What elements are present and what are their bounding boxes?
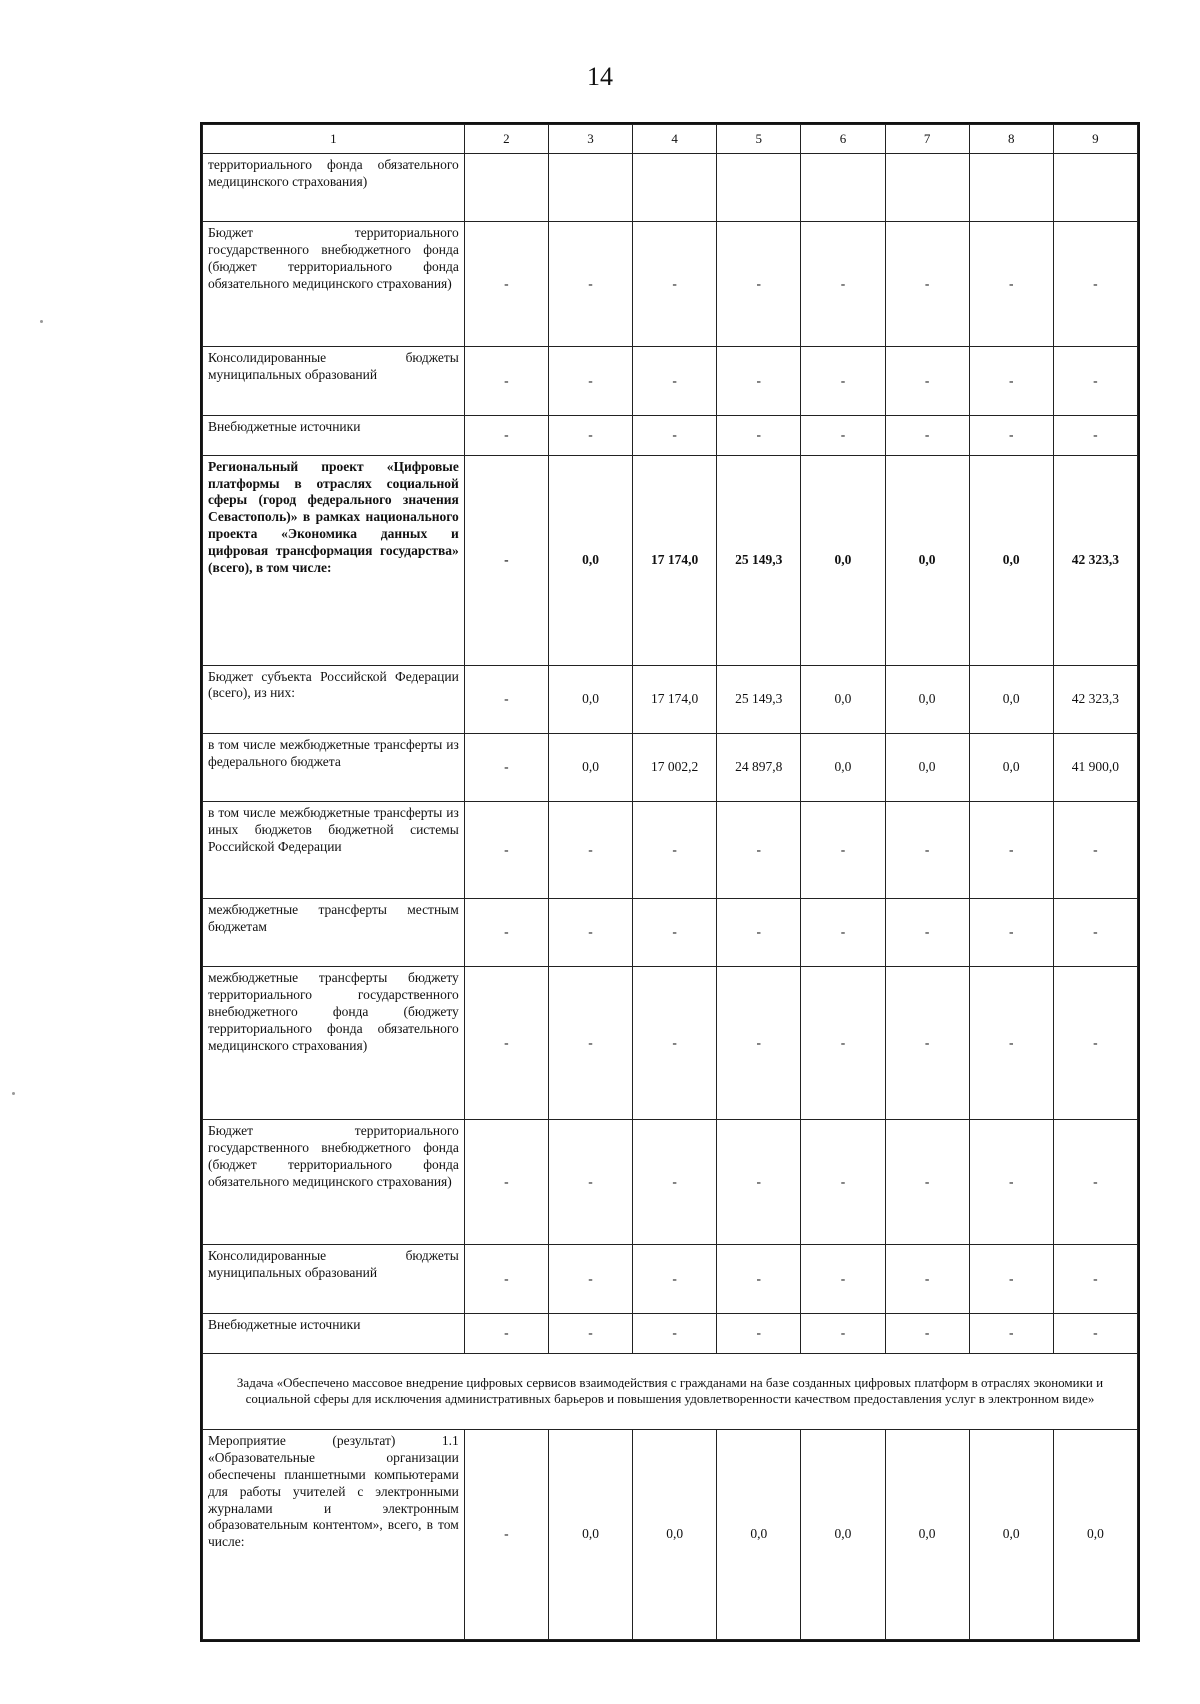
row-label: межбюджетные трансферты местным бюджетам (203, 898, 465, 966)
row-label: территориального фонда обязательного медицинского страхования) (203, 154, 465, 222)
table-row (203, 1430, 1138, 1640)
value-cell: - (885, 1245, 969, 1313)
value-cell: - (801, 222, 885, 347)
value-cell: - (969, 967, 1053, 1120)
value-cell: - (969, 898, 1053, 966)
value-cell: 0,0 (801, 455, 885, 665)
value-cell: 25 149,3 (717, 665, 801, 733)
value-cell: - (969, 1245, 1053, 1313)
row-label: в том числе межбюджетные трансферты из федерального бюджета (203, 733, 465, 801)
row-label: в том числе межбюджетные трансферты из иных бюджетов бюджетной системы Российской Федерации (203, 802, 465, 899)
table-row (203, 733, 1138, 801)
task-description: Задача «Обеспечено массовое внедрение цифровых сервисов взаимодействия с гражданами на базе созданных цифровых платформ в отраслях экономики и социальной сферы для исключения административных барьеров и повышения удовлетворенности качеством предоставления услуг в электронном виде» (203, 1353, 1138, 1429)
value-cell: - (548, 967, 632, 1120)
value-cell: - (717, 222, 801, 347)
row-label: Бюджет субъекта Российской Федерации (всего), из них: (203, 665, 465, 733)
value-cell: - (969, 415, 1053, 455)
value-cell: - (885, 1120, 969, 1245)
column-header: 8 (969, 125, 1053, 154)
row-label: Региональный проект «Цифровые платформы в отраслях социальной сферы (город федерального значения Севастополь)» в рамках национального проекта «Экономика данных и цифровая трансформация государства» (всего), в том числе: (203, 455, 465, 665)
value-cell: - (633, 802, 717, 899)
value-cell: 0,0 (969, 665, 1053, 733)
value-cell: - (1053, 1313, 1137, 1353)
budget-table-frame (200, 122, 1140, 1642)
value-cell: - (969, 802, 1053, 899)
value-cell: - (464, 1245, 548, 1313)
task-row (203, 1353, 1138, 1429)
scan-speck (40, 320, 43, 323)
value-cell: 17 174,0 (633, 455, 717, 665)
value-cell: 42 323,3 (1053, 665, 1137, 733)
value-cell: - (969, 347, 1053, 415)
value-cell: - (464, 1430, 548, 1640)
value-cell: - (464, 665, 548, 733)
value-cell: - (464, 415, 548, 455)
value-cell: 0,0 (885, 455, 969, 665)
value-cell: - (885, 967, 969, 1120)
value-cell: 0,0 (969, 455, 1053, 665)
value-cell: - (464, 898, 548, 966)
value-cell (801, 154, 885, 222)
value-cell: 0,0 (633, 1430, 717, 1640)
value-cell: - (801, 1120, 885, 1245)
budget-table (202, 124, 1138, 1640)
table-row (203, 967, 1138, 1120)
value-cell: - (969, 222, 1053, 347)
value-cell: 0,0 (885, 733, 969, 801)
value-cell: - (548, 1245, 632, 1313)
value-cell: - (548, 1120, 632, 1245)
value-cell (633, 154, 717, 222)
value-cell (548, 154, 632, 222)
value-cell: 0,0 (548, 733, 632, 801)
value-cell: - (801, 1313, 885, 1353)
value-cell: - (717, 1120, 801, 1245)
value-cell: - (464, 347, 548, 415)
column-header: 6 (801, 125, 885, 154)
value-cell: 17 174,0 (633, 665, 717, 733)
value-cell: - (801, 347, 885, 415)
column-header: 4 (633, 125, 717, 154)
value-cell: - (717, 898, 801, 966)
value-cell: - (464, 222, 548, 347)
page-number: 14 (587, 62, 613, 91)
table-row (203, 1313, 1138, 1353)
value-cell: 0,0 (801, 1430, 885, 1640)
header-row (203, 125, 1138, 154)
column-header: 2 (464, 125, 548, 154)
value-cell: - (1053, 222, 1137, 347)
value-cell: - (1053, 1120, 1137, 1245)
value-cell: - (633, 967, 717, 1120)
table-row (203, 1245, 1138, 1313)
value-cell: 0,0 (548, 455, 632, 665)
table-row (203, 154, 1138, 222)
value-cell: - (548, 415, 632, 455)
value-cell: - (969, 1313, 1053, 1353)
table-row (203, 898, 1138, 966)
value-cell: 0,0 (1053, 1430, 1137, 1640)
value-cell (1053, 154, 1137, 222)
value-cell: - (885, 1313, 969, 1353)
value-cell: - (717, 802, 801, 899)
value-cell: - (1053, 802, 1137, 899)
column-header: 7 (885, 125, 969, 154)
value-cell: - (885, 347, 969, 415)
row-label: межбюджетные трансферты бюджету территориального государственного внебюджетного фонда (бюджету территориального фонда обязательного медицинского страхования) (203, 967, 465, 1120)
row-label: Мероприятие (результат) 1.1 «Образовательные организации обеспечены планшетными компьютерами для работы учителей с электронными журналами и электронным образовательным контентом», всего, в том числе: (203, 1430, 465, 1640)
value-cell: - (464, 1120, 548, 1245)
value-cell: 0,0 (885, 665, 969, 733)
value-cell: - (801, 1245, 885, 1313)
value-cell: 25 149,3 (717, 455, 801, 665)
column-header: 9 (1053, 125, 1137, 154)
value-cell: - (633, 415, 717, 455)
value-cell: - (633, 222, 717, 347)
table-row (203, 455, 1138, 665)
scan-speck (12, 1092, 15, 1095)
value-cell: - (1053, 967, 1137, 1120)
value-cell: - (1053, 898, 1137, 966)
value-cell: - (717, 347, 801, 415)
value-cell: - (464, 733, 548, 801)
value-cell: - (801, 802, 885, 899)
value-cell: - (969, 1120, 1053, 1245)
value-cell: - (885, 415, 969, 455)
row-label: Бюджет территориального государственного внебюджетного фонда (бюджет территориального фонда обязательного медицинского страхования) (203, 222, 465, 347)
row-label: Бюджет территориального государственного внебюджетного фонда (бюджет территориального фонда обязательного медицинского страхования) (203, 1120, 465, 1245)
value-cell: - (633, 898, 717, 966)
value-cell: - (1053, 1245, 1137, 1313)
value-cell: - (633, 347, 717, 415)
table-row (203, 802, 1138, 899)
value-cell: 24 897,8 (717, 733, 801, 801)
value-cell: 0,0 (548, 665, 632, 733)
value-cell: - (464, 1313, 548, 1353)
value-cell: - (801, 967, 885, 1120)
value-cell: - (464, 802, 548, 899)
value-cell: - (885, 898, 969, 966)
table-body (203, 154, 1138, 1640)
column-header: 5 (717, 125, 801, 154)
table-row (203, 1120, 1138, 1245)
value-cell: - (717, 1245, 801, 1313)
value-cell: 0,0 (801, 665, 885, 733)
value-cell: - (801, 415, 885, 455)
value-cell: 42 323,3 (1053, 455, 1137, 665)
value-cell: - (801, 898, 885, 966)
value-cell: - (717, 415, 801, 455)
value-cell: 17 002,2 (633, 733, 717, 801)
table-row (203, 347, 1138, 415)
value-cell: - (633, 1245, 717, 1313)
value-cell: - (1053, 347, 1137, 415)
row-label: Внебюджетные источники (203, 1313, 465, 1353)
table-row (203, 415, 1138, 455)
value-cell: - (548, 802, 632, 899)
value-cell: - (548, 1313, 632, 1353)
table-row (203, 222, 1138, 347)
column-header: 1 (203, 125, 465, 154)
value-cell: - (633, 1120, 717, 1245)
value-cell: - (548, 898, 632, 966)
table-row (203, 665, 1138, 733)
row-label: Внебюджетные источники (203, 415, 465, 455)
value-cell: - (633, 1313, 717, 1353)
value-cell: - (885, 222, 969, 347)
column-header: 3 (548, 125, 632, 154)
value-cell: - (464, 455, 548, 665)
value-cell (717, 154, 801, 222)
value-cell: 0,0 (885, 1430, 969, 1640)
value-cell: 41 900,0 (1053, 733, 1137, 801)
value-cell: - (1053, 415, 1137, 455)
value-cell: 0,0 (969, 733, 1053, 801)
value-cell: 0,0 (717, 1430, 801, 1640)
value-cell: 0,0 (801, 733, 885, 801)
row-label: Консолидированные бюджеты муниципальных образований (203, 1245, 465, 1313)
value-cell: - (885, 802, 969, 899)
value-cell (885, 154, 969, 222)
value-cell: - (717, 1313, 801, 1353)
value-cell: 0,0 (969, 1430, 1053, 1640)
value-cell: 0,0 (548, 1430, 632, 1640)
value-cell: - (717, 967, 801, 1120)
value-cell: - (548, 222, 632, 347)
value-cell (464, 154, 548, 222)
row-label: Консолидированные бюджеты муниципальных образований (203, 347, 465, 415)
value-cell: - (464, 967, 548, 1120)
value-cell: - (548, 347, 632, 415)
value-cell (969, 154, 1053, 222)
